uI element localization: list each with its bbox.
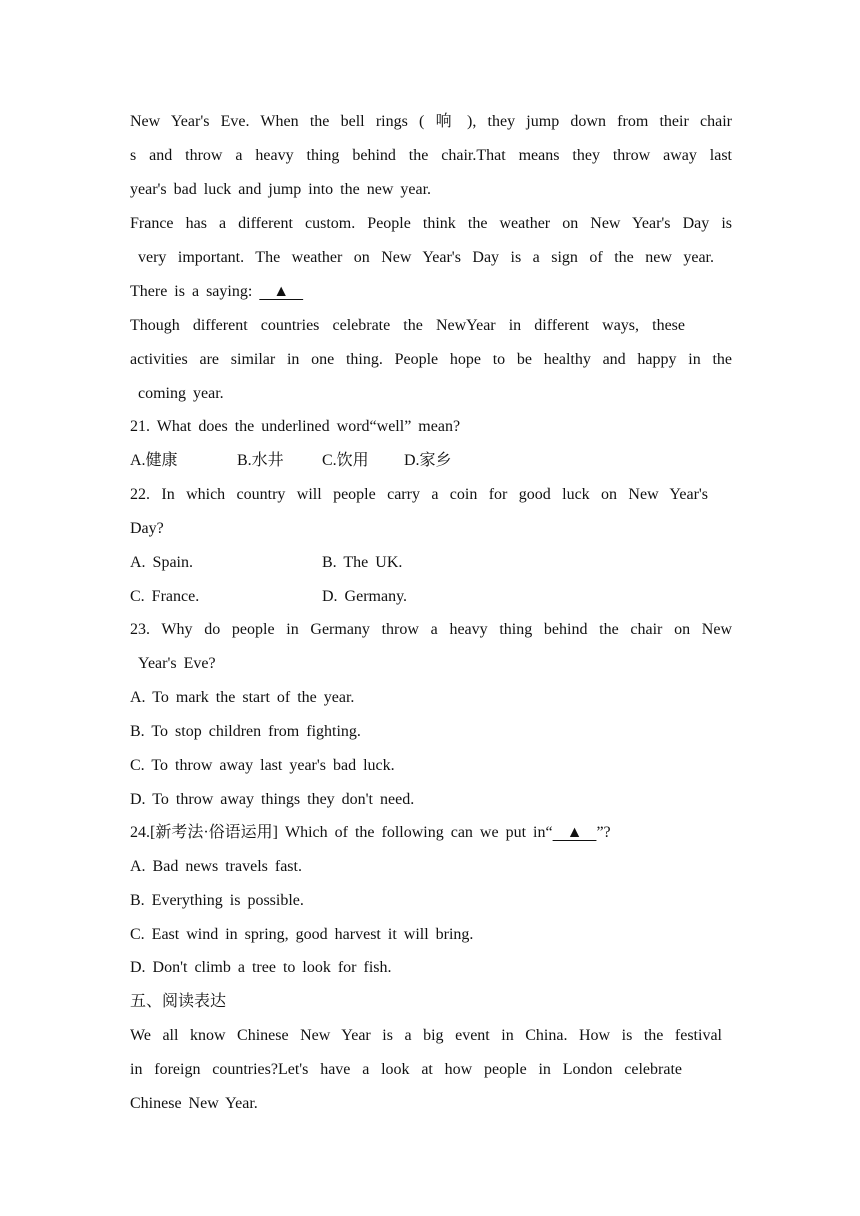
question-23-stem: 23. Why do people in Germany throw a heavy thing behind the chair on New [130,621,732,638]
passage-line: Chinese New Year. [130,1095,258,1112]
option-d: D. Germany. [322,588,408,605]
passage-line: coming year. [138,385,224,402]
option-d: D.家乡 [404,452,452,469]
answer-blank: ▲ [552,824,597,841]
option-d: D. Don't climb a tree to look for fish. [130,959,392,976]
option-b: B. The UK. [322,554,403,571]
saying-prefix: There is a saying: [130,283,253,300]
option-b: B. To stop children from fighting. [130,723,361,740]
passage-line: s and throw a heavy thing behind the chair.That means they throw away last [130,147,732,164]
answer-blank: ▲ [259,283,304,300]
option-a: A.健康 [130,452,178,469]
question-24-stem [130,823,611,843]
option-a: A. Bad news travels fast. [130,858,302,875]
option-d: D. To throw away things they don't need. [130,791,415,808]
option-c: C. France. [130,588,200,605]
option-c: C.饮用 [322,452,369,469]
question-21-stem: 21. What does the underlined word“well” mean? [130,418,461,435]
option-b: B.水井 [237,452,284,469]
question-23-stem-cont: Year's Eve? [138,655,216,672]
question-24-text: 24.[新考法·俗语运用] Which of the following can we put in“ [130,824,553,841]
option-a: A. To mark the start of the year. [130,689,355,706]
question-22-stem: 22. In which country will people carry a coin for good luck on New Year's [130,486,708,503]
passage-line: year's bad luck and jump into the new year. [130,181,432,198]
passage-line: We all know Chinese New Year is a big event in China. How is the festival [130,1027,722,1044]
passage-line: Though different countries celebrate the NewYear in different ways, these [130,317,685,334]
question-24-close-quote: ”? [596,824,611,841]
option-c: C. To throw away last year's bad luck. [130,757,395,774]
option-b: B. Everything is possible. [130,892,304,909]
question-22-stem-cont: Day? [130,520,164,537]
passage-line [130,282,303,302]
option-c: C. East wind in spring, good harvest it will bring. [130,926,474,943]
passage-line: France has a different custom. People think the weather on New Year's Day is [130,215,732,232]
option-a: A. Spain. [130,554,193,571]
passage-line: very important. The weather on New Year's Day is a sign of the new year. [138,249,714,266]
section-heading: 五、阅读表达 [130,993,227,1010]
passage-line: in foreign countries?Let's have a look at how people in London celebrate [130,1061,682,1078]
passage-line: New Year's Eve. When the bell rings ( 响 ), they jump down from their chair [130,113,732,130]
passage-line: activities are similar in one thing. People hope to be healthy and happy in the [130,351,732,368]
